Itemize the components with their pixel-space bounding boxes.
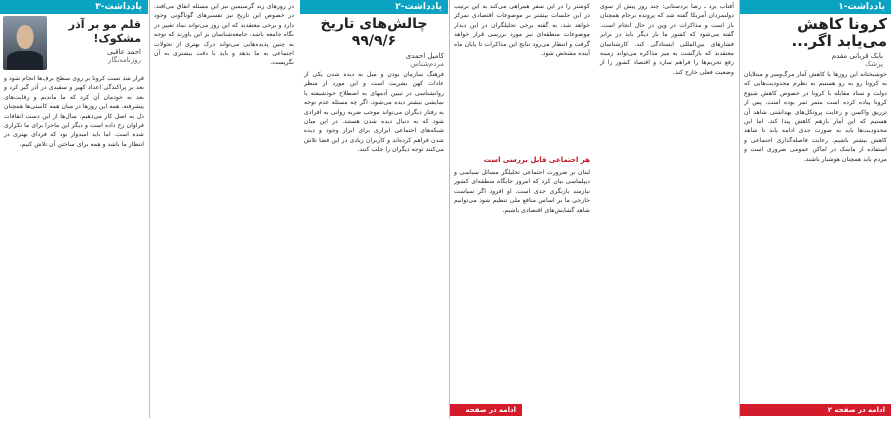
continued-link-2[interactable]: ادامه در صفحه ۱۱ <box>450 404 522 416</box>
column-1 <box>740 0 891 418</box>
column-3 <box>150 0 448 418</box>
subheading-2: هر اجتماعی قابل بررسی است <box>483 156 590 164</box>
column-2 <box>450 0 738 426</box>
author-photo <box>3 16 47 70</box>
article-body-2c: لبنان بر ضرورت اجتماعی تحلیلگر مسائل سیاسی و دیپلماسی بیان کرد که امروز جایگاه منطقه‌ای کشور نیازمند بازنگری جدی است. او افزود اگر سیاست خارجی ما بر اساس منافع ملی تنظیم شود می‌توانیم شاهد گشایش‌های اقتصادی باشیم. <box>454 169 590 214</box>
author-role-1: پزشک <box>865 60 883 68</box>
article-title-3: چالش‌های تاریخ ۹۹/۹/۶ <box>320 16 428 49</box>
article-body-2b: کوشنر را در این سفر همراهی می‌کند به این ترتیب در این جلسات بیشتر بر موضوعات اقتصادی تمرکز خواهد شد. به گفته برخی تحلیلگران در این دیدار موضوعات منطقه‌ای نیز مورد بررسی قرار خواهد گرفت و انتظار می‌رود نتایج این مذاکرات تا پایان ماه آینده مشخص شود. <box>454 3 590 58</box>
article-title-4: قلم مو بر آذر مشکوک! <box>68 18 141 45</box>
author-name-3: کامیل احمدی <box>405 52 444 60</box>
article-title-1: کرونا کاهش می‌یابد اگر... <box>791 15 887 50</box>
section-header-1: یادداشت-۱ <box>740 0 891 14</box>
article-body-3a: فرهنگ سازمان بودن و میل به دیده شدن یکی از عادات کهن بشریت است و این مورد از منظر روانشناسی در تبیین آدمهای به اصطلاح خودشیفته یا نمایشی بیشتر دیده می‌شود. اگر چه مسئله عدم توجه به رفتار دیگران می‌تواند موجب ضربه روانی به افرادی شود که به دنبال دیده شدن هستند. در این میان شبکه‌های اجتماعی ابزاری برای ابراز وجود و دیده شدن فراهم کرده‌اند و کاربران زیادی در این فضا تلاش می‌کنند توجه دیگران را جلب کنند. <box>304 71 444 154</box>
author-role-3: مردم‌شناس <box>410 60 444 68</box>
article-body-1: خوشبختانه این روزها با کاهش آمار مرگ‌ومیر و مبتلایان به کرونا رو به رو هستیم به نظرم محدودیت‌هایی که دولت و ستاد مقابله با کرونا در خصوص کاهش شیوع کرونا پیاده کرده است مثمر ثمر بوده است. پس از تزریق واکسن و رعایت پروتکل‌های بهداشتی شاهد آن هستیم که این آمار بازهم کاهش پیدا کند. اما این محدودیت‌ها باید به صورت جدی ادامه یابد تا شاهد کاهش بیشتر باشیم. رعایت فاصله‌گذاری اجتماعی و استفاده از ماسک در اماکن عمومی ضروری است و مردم باید همچنان هوشیار باشند. <box>744 71 887 163</box>
section-header-3: یادداشت-۲ <box>300 0 448 14</box>
article-body-3b: در روزهای زند گرسیمین نیز این مسئله اتفاق می‌افتد. در خصوص این تاریخ نیز تفسیرهای گوناگونی وجود دارد و برخی معتقدند که این روز می‌تواند نماد تغییر در نگاه جامعه باشد. جامعه‌شناسان بر این باورند که توجه به چنین پدیده‌هایی می‌تواند درک بهتری از تحولات اجتماعی به ما بدهد و باید با دقت بیشتری به آن نگریست. <box>154 3 294 67</box>
article-body-2a: آفتاب یزد ـ رضا بردستانی: چند روز پیش از سوی دولتمردان آمریکا گفته شد که پرونده برجام همچنان باز است و مذاکرات در وین در حال انجام است. گفته می‌شود که کشور ما بار دیگر باید در برابر فشارهای بین‌المللی ایستادگی کند. کارشناسان معتقدند که بازگشت به میز مذاکره می‌تواند زمینه رفع تحریم‌ها را فراهم سازد و اقتصاد کشور را از وضعیت فعلی خارج کند. <box>600 3 734 76</box>
continued-link-1[interactable]: ادامه در صفحه ۲ <box>740 404 891 416</box>
author-name-1: بابک قربانی مقدم <box>831 52 883 60</box>
article-body-4: قرار شد تست کرونا بر روی سطح برف‌ها انجام شود و بعد بر پراکندگی اعداد کهیر و سفیدی در آذر گیر کرد و بعد نه خودمان آن کرد که ما ماندیم و رقابت‌های پیشرفته. همه این روزها در میان همه کاستی‌ها همچنان دل به اصل کار می‌دهیم. سال‌ها از این دست اتفاقات فراوان رخ داده است و دیگر این ماجرا برای ما تکراری شده است. اما باید امیدوار بود که فردای بهتری در انتظار ما باشد و همه برای ساختن آن تلاش کنیم. <box>4 75 144 148</box>
author-role-4: روزنامه‌نگار <box>107 56 141 64</box>
column-4 <box>0 0 148 418</box>
author-name-4: احمد عاقبی <box>107 48 141 56</box>
section-header-4: یادداشت-۳ <box>0 0 148 14</box>
